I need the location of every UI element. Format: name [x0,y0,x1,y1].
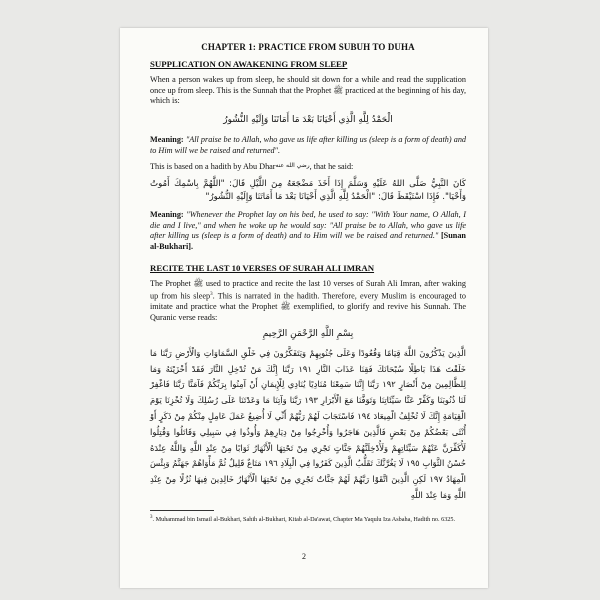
page-content [150,42,466,510]
meaning-label: Meaning: [150,134,184,144]
hadith-intro [150,161,466,173]
meaning2-text: "Whenever the Prophet lay on his bed, he used to say: "With Your name, O Allah, I die and I live," and when he woke up he would say: "All praise be to Allah, who gave us life after killing us (sleep is a form of death) and to Him will we be raised and returned." [150,210,466,241]
intro-paragraph: When a person wakes up from sleep, he should sit down for a while and read the supplication once up from sleep. This is the Sunnah that the Prophet ﷺ practiced at the beginning of his day, which is: [150,75,466,106]
hadith-intro-end: , that he said: [309,162,354,172]
ali-imran-text-2: . This is narrated in the hadith. Therefore, every Muslim is encouraged to imitate and practice what the Prophet ﷺ exemplified, to glorify and revive his Sunnah. The Quranic verse reads: [150,291,466,322]
ali-imran-paragraph [150,279,466,323]
hadith-arabic: كَانَ النَّبِيُّ صَلَّى اللهُ عَلَيْهِ وَسَلَّمَ إِذَا أَخَذَ مَضْجَعَهُ مِنَ اللَّيْلِ قَالَ: "اللَّهُمَّ بِاسْمِكَ أَمُوتُ وَأَحْيَا". فَإِذَا اسْتَيْقَظَ قَالَ: "الْحَمْدُ لِلَّهِ الَّذِي أَحْيَانَا بَعْدَ مَا أَمَاتَنَا وَإِلَيْهِ النُّشُورُ" [150,178,466,202]
honorific-glyph: رضي الله عنه [275,162,310,170]
meaning-paragraph [150,135,466,156]
meaning2-paragraph [150,210,466,252]
basmala: بِسْمِ اللَّهِ الرَّحْمَنِ الرَّحِيمِ [262,329,354,340]
hadith-intro-text: This is based on a hadith by Abu Dhar [150,162,276,172]
section-heading-ali-imran: RECITE THE LAST 10 VERSES OF SURAH ALI IMRAN [150,262,375,273]
quran-verses: الَّذِينَ يَذْكُرُونَ اللَّهَ قِيَامًا وَقُعُودًا وَعَلَى جُنُوبِهِمْ وَيَتَفَكَّرُونَ فِي خَلْقِ السَّمَاوَاتِ وَالْأَرْضِ رَبَّنَا مَا خَلَقْتَ هَذَا بَاطِلًا سُبْحَانَكَ فَقِنَا عَذَابَ النَّارِ ١٩١ رَبَّنَا إِنَّكَ مَنْ تُدْخِلِ النَّارَ فَقَدْ أَخْزَيْتَهُ وَمَا لِلظَّالِمِينَ مِنْ أَنْصَارٍ ١٩٢ رَبَّنَا إِنَّنَا سَمِعْنَا مُنَادِيًا يُنَادِي لِلْإِيمَانِ أَنْ آمِنُوا بِرَبِّكُمْ فَآمَنَّا رَبَّنَا فَاغْفِرْ لَنَا ذُنُوبَنَا وَكَفِّرْ عَنَّا سَيِّئَاتِنَا وَتَوَفَّنَا مَعَ الْأَبْرَارِ ١٩٣ رَبَّنَا وَآتِنَا مَا وَعَدْتَنَا عَلَى رُسُلِكَ وَلَا تُخْزِنَا يَوْمَ الْقِيَامَةِ إِنَّكَ لَا تُخْلِفُ الْمِيعَادَ ١٩٤ فَاسْتَجَابَ لَهُمْ رَبُّهُمْ أَنِّي لَا أُضِيعُ عَمَلَ عَامِلٍ مِنْكُمْ مِنْ ذَكَرٍ أَوْ أُنْثَى بَعْضُكُمْ مِنْ بَعْضٍ فَالَّذِينَ هَاجَرُوا وَأُخْرِجُوا مِنْ دِيَارِهِمْ وَأُوذُوا فِي سَبِيلِي وَقَاتَلُوا وَقُتِلُوا لَأُكَفِّرَنَّ عَنْهُمْ سَيِّئَاتِهِمْ وَلَأُدْخِلَنَّهُمْ جَنَّاتٍ تَجْرِي مِنْ تَحْتِهَا الْأَنْهَارُ ثَوَابًا مِنْ عِنْدِ اللَّهِ وَاللَّهُ عِنْدَهُ حُسْنُ الثَّوَابِ ١٩٥ لَا يَغُرَّنَّكَ تَقَلُّبُ الَّذِينَ كَفَرُوا فِي الْبِلَادِ ١٩٦ مَتَاعٌ قَلِيلٌ ثُمَّ مَأْوَاهُمْ جَهَنَّمُ وَبِئْسَ الْمِهَادُ ١٩٧ لَكِنِ الَّذِينَ اتَّقَوْا رَبَّهُمْ لَهُمْ جَنَّاتٌ تَجْرِي مِنْ تَحْتِهَا الْأَنْهَارُ خَالِدِينَ فِيهَا نُزُلًا مِنْ عِنْدِ اللَّهِ وَمَا عِنْدَ اللَّهِ [150,347,466,500]
section-heading-supplication: SUPPLICATION ON AWAKENING FROM SLEEP [150,58,348,69]
footnote-rule [150,510,214,511]
document-page [120,28,488,588]
meaning-text: "All praise be to Allah, who gave us life after killing us (sleep is a form of death) and to Him will we be raised and returned". [150,134,467,155]
meaning2-label: Meaning: [150,210,184,220]
ali-imran-text-1: The Prophet ﷺ used to practice and recite the last 10 verses of Surah Ali Imran, after waking up from his sleep [150,279,466,301]
footnote-ref: 3 [210,291,213,297]
chapter-title: CHAPTER 1: PRACTICE FROM SUBUH TO DUHA [201,42,415,52]
page-number: 2 [302,552,306,561]
hadith-source: [Sunan al-Bukhari]. [150,231,466,251]
footnote-marker: 3 [150,515,153,520]
footnote-text: . Muhammad bin Ismail al-Bukhari, Sahih al-Bukhari, Kitab al-Da'awat, Chapter Ma Yaqulu Iza Asbaha, Hadith no. 6325. [152,516,456,524]
footnote [150,514,466,524]
dua-arabic: الْحَمْدُ لِلَّهِ الَّذِي أَحْيَانَا بَعْدَ مَا أَمَاتَنَا وَإِلَيْهِ النُّشُورُ [223,114,393,125]
